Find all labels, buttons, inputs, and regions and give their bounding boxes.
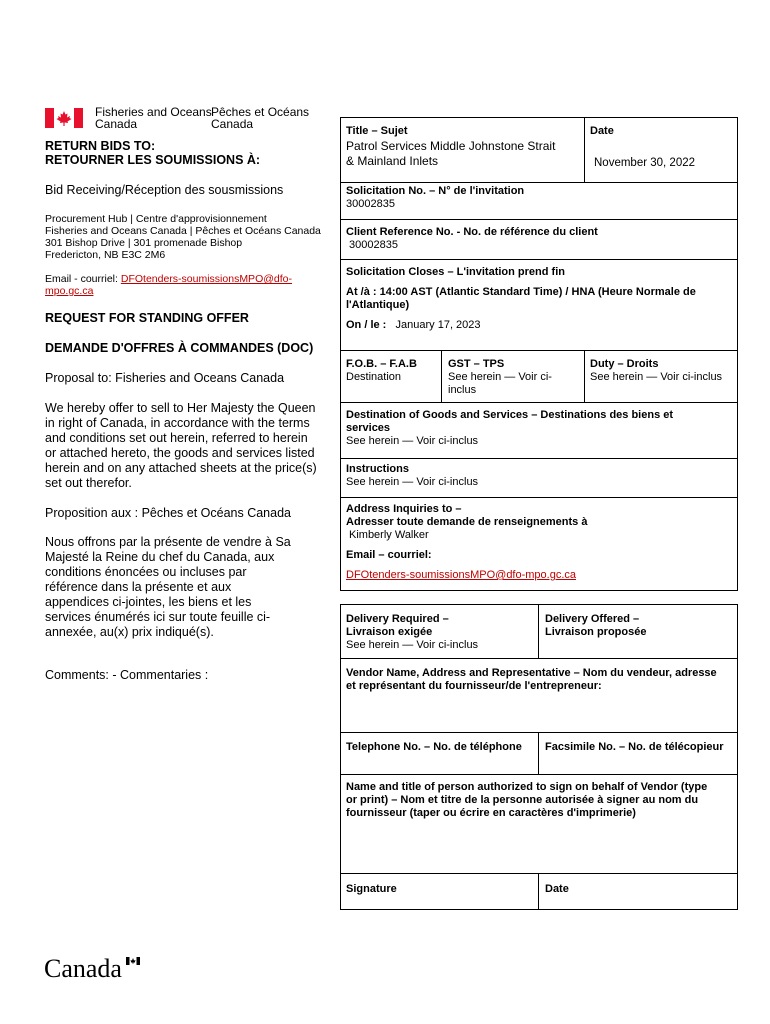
offer-line: référence dans la présente et aux xyxy=(45,580,232,594)
solicitation-value: 30002835 xyxy=(346,198,395,210)
duty-cell xyxy=(590,358,722,384)
date-value: November 30, 2022 xyxy=(594,157,696,169)
proposal-to: Proposal to: Fisheries and Oceans Canada xyxy=(45,371,285,385)
client-ref-value: 30002835 xyxy=(349,239,398,251)
offer-line: conditions énoncées ou incluses par xyxy=(45,565,247,579)
divider xyxy=(340,259,738,260)
address-line: 301 Bishop Drive | 301 promenade Bishop xyxy=(45,237,243,249)
delivery-required-value: See herein — Voir ci-inclus xyxy=(346,639,479,651)
dept-en-name xyxy=(95,106,212,130)
destination-label: Destination of Goods and Services – Destinations des biens et xyxy=(346,409,674,421)
destination-value: See herein — Voir ci-inclus xyxy=(346,435,479,447)
demande-title: DEMANDE D'OFFRES À COMMANDES (DOC) xyxy=(45,341,314,355)
divider xyxy=(340,774,738,775)
offer-line: or attached hereto, the goods and services listed xyxy=(45,446,315,460)
solicitation-label: Solicitation No. – N° de l'invitation xyxy=(346,185,525,197)
closes-at-line: l'Atlantique) xyxy=(346,299,410,311)
wordmark-text: Canada xyxy=(44,954,122,983)
divider xyxy=(340,458,738,459)
email-label: Email - courriel: xyxy=(45,273,121,285)
bid-receiving: Bid Receiving/Réception des sousmissions xyxy=(45,183,284,197)
signature-date-label: Date xyxy=(545,883,569,895)
country-en: Canada xyxy=(95,117,138,131)
vendor-label-cont: et représentant du fournisseur/de l'entrepreneur: xyxy=(346,680,602,692)
destination-label-cont: services xyxy=(346,422,391,434)
address-line: Procurement Hub | Centre d'approvisionnement xyxy=(45,213,267,225)
divider xyxy=(538,732,539,774)
delivery-offered-label-cont: Livraison proposée xyxy=(545,626,647,638)
duty-value: See herein — Voir ci-inclus xyxy=(590,371,723,383)
vendor-cell xyxy=(346,667,717,693)
fax-label: Facsimile No. – No. de télécopieur xyxy=(545,741,724,753)
delivery-required-label-cont: Livraison exigée xyxy=(346,626,433,638)
offer-en-text xyxy=(45,401,317,491)
offer-fr-text xyxy=(45,535,291,640)
canada-flag-icon xyxy=(45,108,83,128)
vendor-label: Vendor Name, Address and Representative – Nom du vendeur, adresse xyxy=(346,667,717,679)
closes-on-value: January 17, 2023 xyxy=(395,319,481,331)
offer-line: services énumérés ici sur toute feuille ci- xyxy=(45,610,271,624)
divider xyxy=(340,658,738,659)
fob-value: Destination xyxy=(346,371,402,383)
delivery-offered-label: Delivery Offered – xyxy=(545,613,640,625)
dept-fr: Pêches et Océans xyxy=(211,105,310,119)
email-link-cont[interactable]: mpo.gc.ca xyxy=(45,285,94,297)
address-line: Fisheries and Oceans Canada | Pêches et Océans Canada xyxy=(45,225,321,237)
offer-line: annexée, au(x) prix indiqué(s). xyxy=(45,625,214,639)
request-title: REQUEST FOR STANDING OFFER xyxy=(45,311,249,325)
fob-cell xyxy=(346,358,417,384)
gst-label: GST – TPS xyxy=(448,358,505,370)
divider xyxy=(340,497,738,498)
signature-label: Signature xyxy=(346,883,397,895)
fob-label: F.O.B. – F.A.B xyxy=(346,358,417,370)
name-title-label-cont: fournisseur (taper ou écrire en caractères d'imprimerie) xyxy=(346,807,636,819)
closes-cell xyxy=(346,266,696,332)
date-label: Date xyxy=(590,125,614,137)
offer-line: and conditions set out herein, referred to herein xyxy=(45,431,308,445)
address-line: Fredericton, NB E3C 2M6 xyxy=(45,249,166,261)
solicitation-cell xyxy=(346,185,524,211)
offer-line: Nous offrons par la présente de vendre à Sa xyxy=(45,535,291,549)
name-title-label: Name and title of person authorized to sign on behalf of Vendor (type xyxy=(346,781,708,793)
telephone-label: Telephone No. – No. de téléphone xyxy=(346,741,522,753)
client-ref-label: Client Reference No. - No. de référence du client xyxy=(346,226,598,238)
gst-cell xyxy=(448,358,552,397)
offer-line: Majesté la Reine du chef du Canada, aux xyxy=(45,550,275,564)
name-title-label-cont: or print) – Nom et titre de la personne autorisée à signer au nom du xyxy=(346,794,699,806)
gst-value: See herein — Voir ci- xyxy=(448,371,552,383)
offer-line: herein and on any attached sheets at the price(s) xyxy=(45,461,317,475)
divider xyxy=(538,604,539,658)
address-label: Address Inquiries to – xyxy=(346,503,462,515)
name-title-cell xyxy=(346,781,707,820)
title-line: & Mainland Inlets xyxy=(346,154,439,168)
offer-line: appendices ci-jointes, les biens et les xyxy=(45,595,252,609)
email-label-right: Email – courriel: xyxy=(346,549,432,561)
email-block xyxy=(45,273,292,297)
instructions-value: See herein — Voir ci-inclus xyxy=(346,476,479,488)
title-cell xyxy=(346,125,555,169)
divider xyxy=(584,117,585,182)
email-link-right[interactable]: DFOtenders-soumissionsMPO@dfo-mpo.gc.ca xyxy=(346,569,577,581)
proposition-fr: Proposition aux : Pêches et Océans Canada xyxy=(45,506,291,520)
email-link[interactable]: DFOtenders-soumissionsMPO@dfo- xyxy=(120,273,292,285)
divider xyxy=(340,732,738,733)
address-label-cont: Adresser toute demande de renseignements à xyxy=(346,516,588,528)
country-fr: Canada xyxy=(211,117,254,131)
divider xyxy=(340,219,738,220)
address-inquiries-cell xyxy=(346,503,587,582)
canada-wordmark xyxy=(44,955,140,983)
title-value xyxy=(346,139,555,169)
divider xyxy=(584,350,585,402)
title-line: Patrol Services Middle Johnstone Strait xyxy=(346,139,556,153)
delivery-required-cell xyxy=(346,613,478,652)
address-block xyxy=(45,213,321,261)
return-bids-en: RETURN BIDS TO: xyxy=(45,139,156,153)
comments-label: Comments: - Commentaries : xyxy=(45,668,209,682)
dept-en: Fisheries and Oceans xyxy=(95,105,212,119)
divider xyxy=(538,873,539,910)
instructions-cell xyxy=(346,463,478,489)
offer-line: We hereby offer to sell to Her Majesty the Queen xyxy=(45,401,316,415)
contact-name: Kimberly Walker xyxy=(349,529,429,541)
duty-label: Duty – Droits xyxy=(590,358,659,370)
offer-line: set out therefor. xyxy=(45,476,132,490)
destination-cell xyxy=(346,409,673,448)
divider xyxy=(441,350,442,402)
divider xyxy=(340,402,738,403)
closes-on-label: On / le : xyxy=(346,319,387,331)
instructions-label: Instructions xyxy=(346,463,409,475)
delivery-offered-cell xyxy=(545,613,646,639)
return-bids-fr: RETOURNER LES SOUMISSIONS À: xyxy=(45,153,261,167)
divider xyxy=(340,182,738,183)
gst-value-cont: inclus xyxy=(448,384,477,396)
closes-label: Solicitation Closes – L'invitation prend fin xyxy=(346,266,565,278)
divider xyxy=(340,350,738,351)
date-cell xyxy=(590,125,614,138)
title-label: Title – Sujet xyxy=(346,125,408,137)
closes-at-line: At /à : 14:00 AST (Atlantic Standard Time) / HNA (Heure Normale de xyxy=(346,286,696,298)
client-ref-cell xyxy=(346,226,598,252)
wordmark-flag-icon xyxy=(126,943,140,951)
offer-line: in right of Canada, in accordance with the terms xyxy=(45,416,310,430)
delivery-required-label: Delivery Required – xyxy=(346,613,449,625)
dept-fr-name xyxy=(211,106,309,130)
divider xyxy=(340,873,738,874)
